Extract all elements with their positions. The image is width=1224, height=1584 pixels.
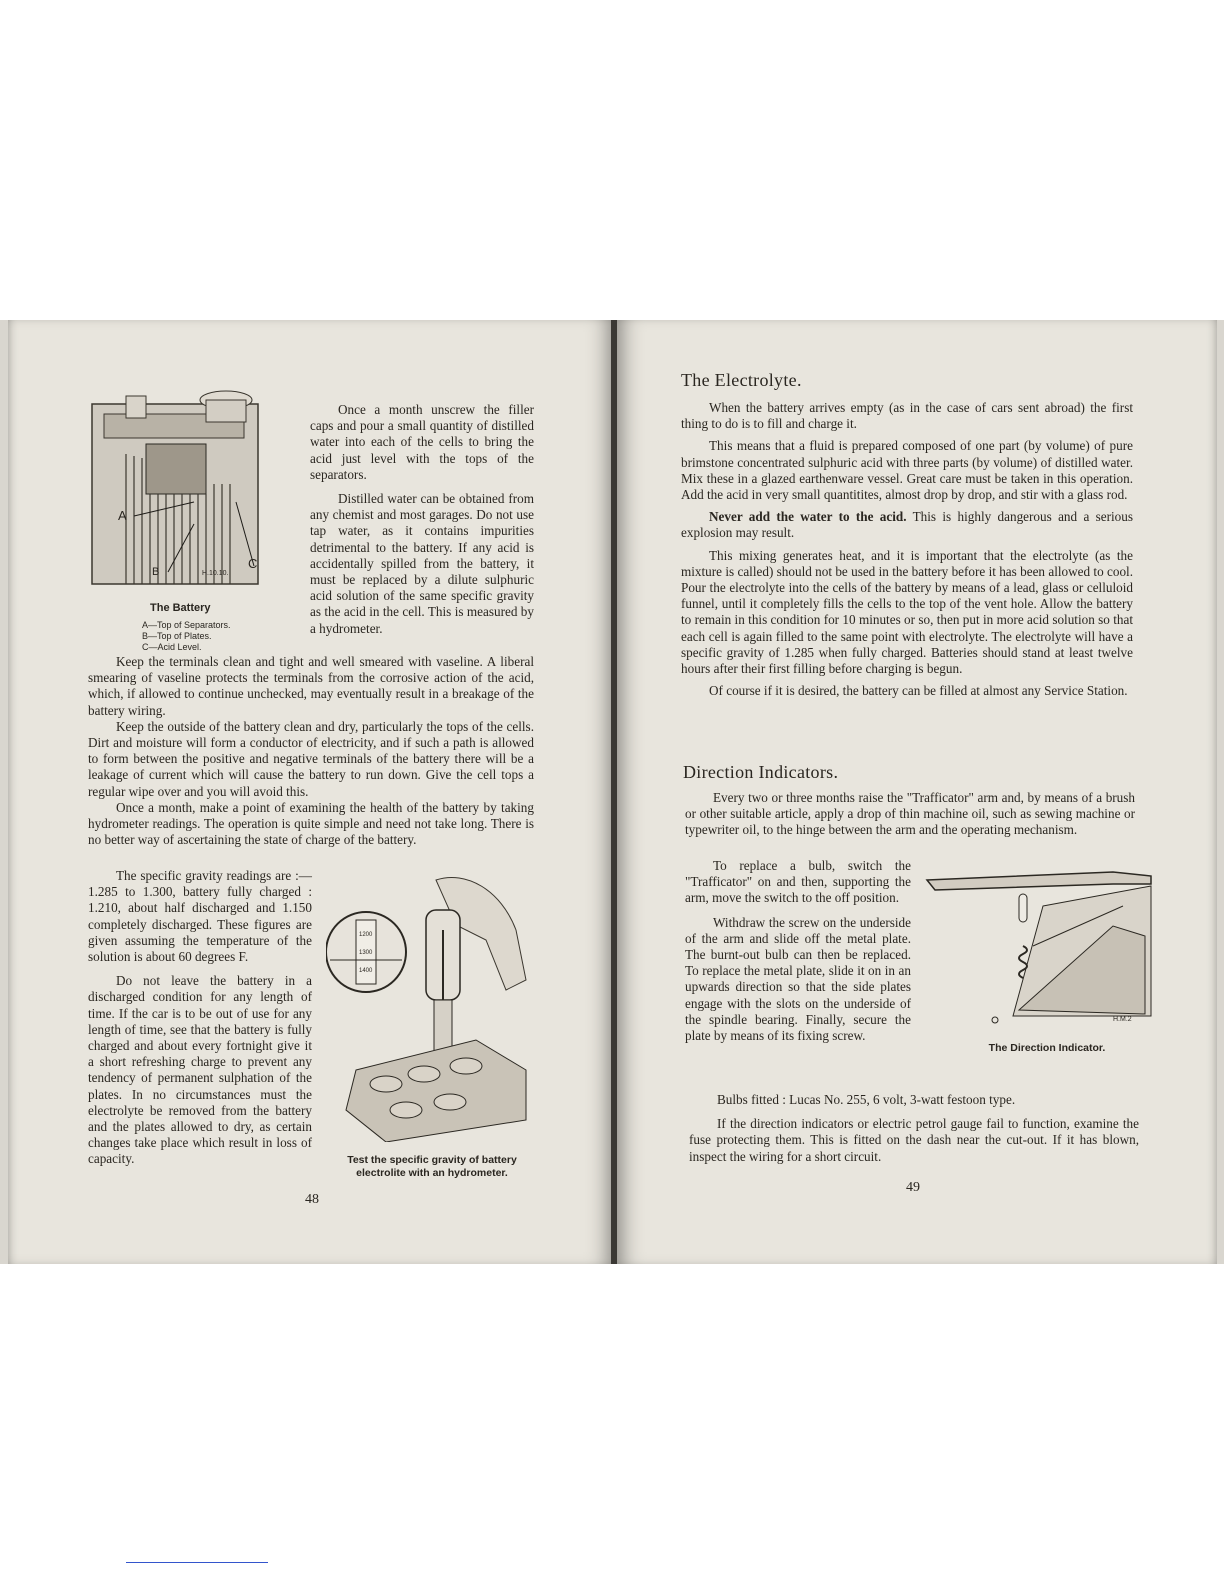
- electrolyte-text: [681, 400, 1133, 699]
- battery-legend: [142, 620, 302, 653]
- book-spread: [0, 320, 1224, 1264]
- trafficator-drawing: [923, 866, 1155, 1036]
- bulbs-fitted: Bulbs fitted : Lucas No. 255, 6 volt, 3-watt festoon type.: [717, 1092, 1016, 1107]
- indicator-caption: The Direction Indicator.: [988, 1042, 1106, 1054]
- right-page: [617, 320, 1217, 1264]
- paragraph: The specific gravity readings are :—1.285 to 1.300, battery fully charged : 1.210, about half discharged and 1.150 completely discharged. These figures are given assuming the temperature of the solution is about 60 degrees F.: [88, 868, 312, 965]
- paragraph: To replace a bulb, switch the "Trafficator" on and then, supporting the arm, move the switch to the off position.: [685, 858, 911, 906]
- bulbs-and-fuse-text: [689, 1092, 1139, 1165]
- specific-gravity-text: [88, 868, 312, 1168]
- battery-legend-item: C—Acid Level.: [142, 642, 202, 652]
- heading-direction-indicators: Direction Indicators.: [683, 762, 839, 782]
- terminals-text: [88, 654, 534, 848]
- battery-label-b: B: [152, 566, 160, 578]
- paragraph: Of course if it is desired, the battery can be filled at almost any Service Station.: [709, 683, 1128, 699]
- battery-drawing: [86, 384, 264, 596]
- battery-legend-item: B—Top of Plates.: [142, 631, 212, 641]
- paragraph: Every two or three months raise the "Trafficator" arm and, by means of a brush or other suitable article, apply a drop of thin machine oil, such as sewing machine or typewriter oil, to the hinge between the arm and the operating mechanism.: [685, 790, 1135, 838]
- indicator-code: H.M.2: [1113, 1016, 1132, 1023]
- paragraph: Once a month unscrew the filler caps and pour a small quantity of distilled water into each of the cells to bring the acid just level with the tops of the separators.: [310, 402, 534, 482]
- filler-caps-text: [310, 402, 534, 637]
- paragraph: Do not leave the battery in a discharged condition for any length of time. If the car is to be out of use for any length of time, see that the battery is fully charged and about every fortnight give it a short refreshing charge to prevent any tendency of permanent sulphation of the plates. In no circumstances must the electrolyte be removed from the battery and the plates allowed to dry, as certain changes take place which result in loss of capacity.: [88, 973, 312, 1167]
- direction-intro: [685, 790, 1135, 839]
- paragraph: Keep the outside of the battery clean and dry, particularly the tops of the cells. Dirt and moisture will form a conductor of electricity, and if such a path is allowed to form between the positive and negative terminals of the battery there will be a leakage of current which will cause the battery to run down. Give the cell tops a regular wipe over and you will avoid this.: [88, 718, 534, 799]
- left-page: [8, 320, 613, 1264]
- battery-label-a: A: [118, 508, 127, 523]
- hydrometer-scale-label: 1400: [359, 968, 373, 974]
- paragraph: Once a month, make a point of examining the health of the battery by taking hydrometer readings. The operation is quite simple and need not take long. There is no better way of ascertaining the state of charge of the battery.: [88, 799, 534, 848]
- paragraph: Distilled water can be obtained from any chemist and most garages. Do not use tap water, as it contains impurities detrimental to the battery. If any acid is accidentally spilled from the battery, it must be replaced by a dilute sulphuric acid solution of the same specific gravity as the acid in the cell. This is measured by a hydrometer.: [310, 491, 534, 636]
- battery-code: H.10.10.: [202, 570, 229, 577]
- paragraph: If the direction indicators or electric petrol gauge fail to function, examine the fuse protecting them. This is fitted on the dash near the cut-out. If it has blown, inspect the wiring for a short circuit.: [689, 1116, 1139, 1164]
- bulb-replacement-text: [685, 858, 911, 1044]
- direction-indicator-illustration: [923, 866, 1155, 1036]
- hydrometer-drawing: [326, 870, 536, 1142]
- warning-paragraph: [681, 509, 1133, 541]
- page-number-right: 49: [906, 1180, 920, 1195]
- paragraph: Keep the terminals clean and tight and well smeared with vaseline. A liberal smearing of vaseline protects the terminals from the corrosive action of the acid, which, if allowed to continue unchecked, may eventually result in a breakage of the battery wiring.: [88, 654, 534, 718]
- battery-caption: [150, 602, 300, 614]
- paragraph: When the battery arrives empty (as in the case of cars sent abroad) the first thing to do is to fill and charge it.: [681, 400, 1133, 432]
- hydrometer-scale-label: 1200: [359, 932, 373, 938]
- battery-label-c: C: [248, 556, 258, 571]
- page-number-left: 48: [305, 1192, 319, 1207]
- heading-electrolyte: The Electrolyte.: [681, 370, 802, 390]
- hydrometer-scale-label: 1300: [359, 950, 373, 956]
- footer-link-underline[interactable]: [126, 1562, 268, 1563]
- hydrometer-illustration: [326, 870, 536, 1142]
- paragraph: Withdraw the screw on the underside of the arm and slide off the metal plate. The burnt-out bulb can then be replaced. To replace the metal plate, slide it on in an upwards direction so that the side plates engage with the slots on the underside of the spindle bearing. Finally, secure the plate by means of its fixing screw.: [685, 914, 911, 1044]
- paragraph: This means that a fluid is prepared composed of one part (by volume) of pure brimstone concentrated sulphuric acid with three parts (by volume) of distilled water. Mix these in a glazed earthenware vessel. Great care must be taken in this operation. Add the acid in very small quantitites, almost drop by drop, and stir with a glass rod.: [681, 438, 1133, 503]
- hydrometer-caption: Test the specific gravity of battery electrolite with an hydrometer.: [347, 1154, 517, 1179]
- battery-caption-title: The Battery: [150, 602, 211, 614]
- battery-legend-item: A—Top of Separators.: [142, 620, 231, 630]
- warning-rest: This is highly dangerous and a serious explosion may result.: [681, 509, 1133, 541]
- battery-illustration: [86, 384, 264, 596]
- paragraph: This mixing generates heat, and it is important that the electrolyte (as the mixture is called) should not be used in the battery before it has been allowed to cool. Pour the electrolyte into the cells of the battery by means of a lead, glass or celluloid funnel, until it completely fills the cells to the top of the vent hole. Allow the battery to remain in this condition for 10 minutes or so, then put in more acid solution so that each cell is again filled to the same point with electrolyte. The electrolyte will have a specific gravity of 1.285 when fully charged. Batteries should stand at least twelve hours after their first filling before charging is begun.: [681, 547, 1133, 677]
- warning-bold: Never add the water to the acid.: [709, 509, 907, 525]
